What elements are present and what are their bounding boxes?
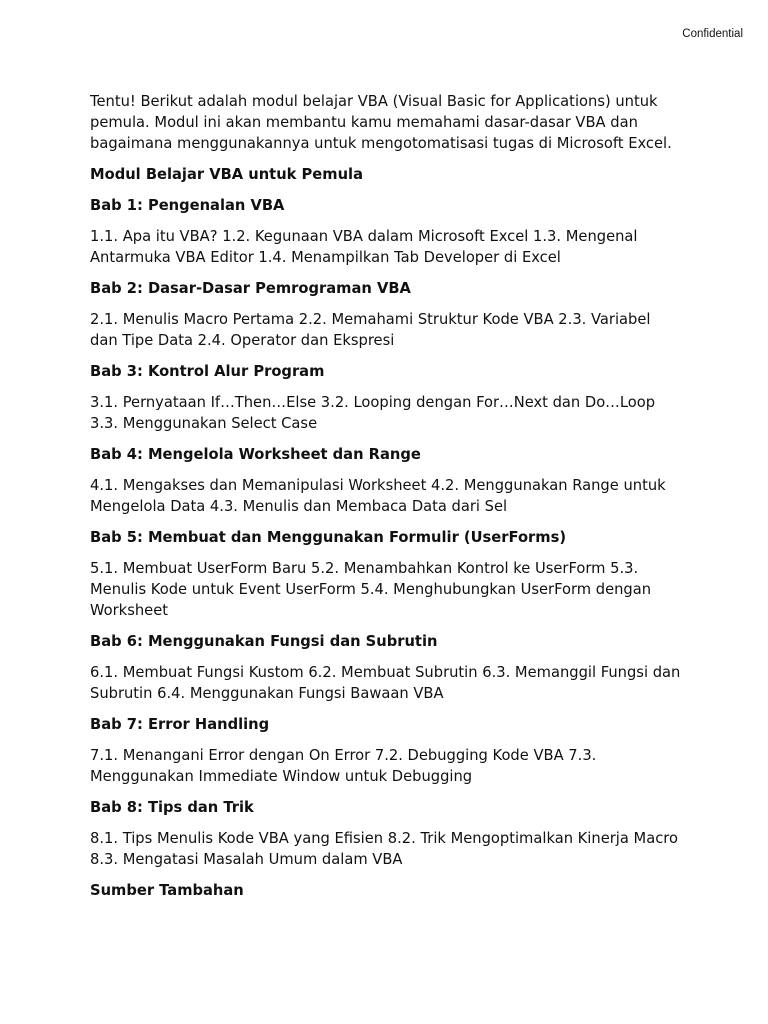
chapter-5-heading: Bab 5: Membuat dan Menggunakan Formulir (UserForms)	[90, 529, 567, 546]
chapter-4-body: 4.1. Mengakses dan Memanipulasi Worksheet 4.2. Menggunakan Range untuk Mengelola Data 4.3. Menulis dan Membaca Data dari Sel	[90, 477, 666, 515]
chapter-3-body: 3.1. Pernyataan If…Then…Else 3.2. Looping dengan For…Next dan Do…Loop 3.3. Menggunakan Select Case	[90, 394, 656, 432]
chapter-6-body: 6.1. Membuat Fungsi Kustom 6.2. Membuat Subrutin 6.3. Memanggil Fungsi dan Subrutin 6.4. Menggunakan Fungsi Bawaan VBA	[90, 664, 681, 702]
intro-paragraph: Tentu! Berikut adalah modul belajar VBA (Visual Basic for Applications) untuk pemula. Modul ini akan membantu kamu memahami dasar-dasar VBA dan bagaimana menggunakannya untuk mengotomatisasi tugas di Microsoft Excel.	[90, 93, 672, 152]
chapter-2-heading: Bab 2: Dasar-Dasar Pemrograman VBA	[90, 280, 411, 297]
chapter-6-heading: Bab 6: Menggunakan Fungsi dan Subrutin	[90, 633, 438, 650]
chapter-8-body: 8.1. Tips Menulis Kode VBA yang Efisien 8.2. Trik Mengoptimalkan Kinerja Macro 8.3. Mengatasi Masalah Umum dalam VBA	[90, 830, 678, 868]
chapter-4-heading: Bab 4: Mengelola Worksheet dan Range	[90, 446, 421, 463]
chapter-3-heading: Bab 3: Kontrol Alur Program	[90, 363, 325, 380]
document-title: Modul Belajar VBA untuk Pemula	[90, 166, 363, 183]
chapter-2-body: 2.1. Menulis Macro Pertama 2.2. Memahami Struktur Kode VBA 2.3. Variabel dan Tipe Data 2.4. Operator dan Ekspresi	[90, 311, 651, 349]
chapter-5-body: 5.1. Membuat UserForm Baru 5.2. Menambahkan Kontrol ke UserForm 5.3. Menulis Kode untuk Event UserForm 5.4. Menghubungkan UserForm dengan Worksheet	[90, 560, 652, 619]
chapter-7-body: 7.1. Menangani Error dengan On Error 7.2. Debugging Kode VBA 7.3. Menggunakan Immediate Window untuk Debugging	[90, 747, 597, 785]
chapter-8-heading: Bab 8: Tips dan Trik	[90, 799, 254, 816]
chapter-1-body: 1.1. Apa itu VBA? 1.2. Kegunaan VBA dalam Microsoft Excel 1.3. Mengenal Antarmuka VBA Editor 1.4. Menampilkan Tab Developer di Excel	[90, 228, 638, 266]
chapter-7-heading: Bab 7: Error Handling	[90, 716, 270, 733]
chapter-1-heading: Bab 1: Pengenalan VBA	[90, 197, 285, 214]
document-body	[90, 91, 682, 911]
closing-heading: Sumber Tambahan	[90, 882, 244, 899]
confidential-label: Confidential	[682, 28, 743, 40]
